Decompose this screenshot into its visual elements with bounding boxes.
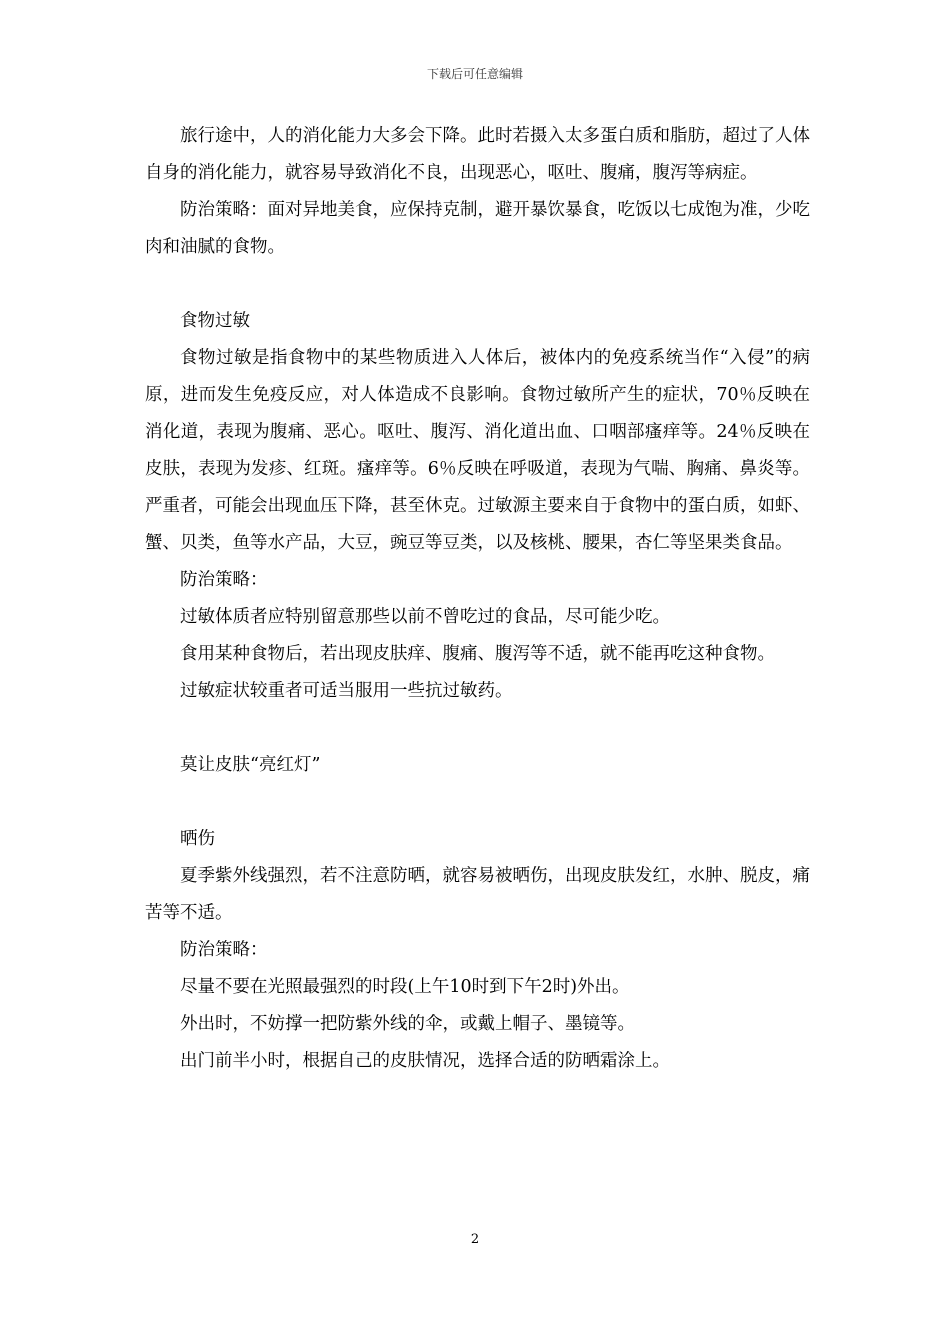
paragraph-prevention-3: 防治策略： (180, 940, 268, 960)
heading-sunburn: 晒伤 (180, 829, 215, 849)
blank-line (145, 784, 810, 821)
paragraph-food-allergy: 食物过敏是指食物中的某些物质进入人体后，被体内的免疫系统当作“入侵”的病原，进而发生免疫反应，对人体造成不良影响。食物过敏所产生的症状，70％反映在消化道，表现为腹痛、恶心。呕吐、腹泻、消化道出血、口咽部瘙痒等。24％反映在皮肤，表现为发疹、红斑。瘙痒等。6％反映在呼吸道，表现为气喘、胸痛、鼻炎等。严重者，可能会出现血压下降，甚至休克。过敏源主要来自于食物中的蛋白质，如虾、蟹、贝类，鱼等水产品，大豆，豌豆等豆类，以及核桃、腰果，杏仁等坚果类食品。 (145, 348, 810, 553)
document-body (145, 118, 810, 1080)
paragraph-prevention-1: 防治策略：面对异地美食，应保持克制，避开暴饮暴食，吃饭以七成饱为准，少吃肉和油腻的食物。 (145, 200, 810, 257)
heading-skin-red-light: 莫让皮肤“亮红灯” (180, 755, 321, 775)
blank-line (145, 266, 810, 303)
paragraph-allergy-tip-1: 过敏体质者应特别留意那些以前不曾吃过的食品，尽可能少吃。 (180, 607, 670, 627)
paragraph-sun-tip-1: 尽量不要在光照最强烈的时段(上午10时到下午2时)外出。 (180, 977, 630, 997)
paragraph-digestion: 旅行途中，人的消化能力大多会下降。此时若摄入太多蛋白质和脂肪，超过了人体自身的消化能力，就容易导致消化不良，出现恶心，呕吐、腹痛，腹泻等病症。 (145, 126, 810, 183)
page-header: 下载后可任意编辑 (426, 67, 523, 81)
paragraph-sun-tip-2: 外出时，不妨撑一把防紫外线的伞，或戴上帽子、墨镜等。 (180, 1014, 635, 1034)
paragraph-allergy-tip-2: 食用某种食物后，若出现皮肤痒、腹痛、腹泻等不适，就不能再吃这种食物。 (180, 644, 775, 664)
paragraph-prevention-2: 防治策略： (180, 570, 268, 590)
heading-food-allergy: 食物过敏 (180, 311, 250, 331)
blank-line (145, 710, 810, 747)
paragraph-sun-tip-3: 出门前半小时，根据自己的皮肤情况，选择合适的防晒霜涂上。 (180, 1051, 670, 1071)
paragraph-sunburn: 夏季紫外线强烈，若不注意防晒，就容易被晒伤，出现皮肤发红，水肿、脱皮，痛苦等不适。 (145, 866, 810, 923)
page-number: 2 (470, 1232, 480, 1247)
paragraph-allergy-tip-3: 过敏症状较重者可适当服用一些抗过敏药。 (180, 681, 513, 701)
